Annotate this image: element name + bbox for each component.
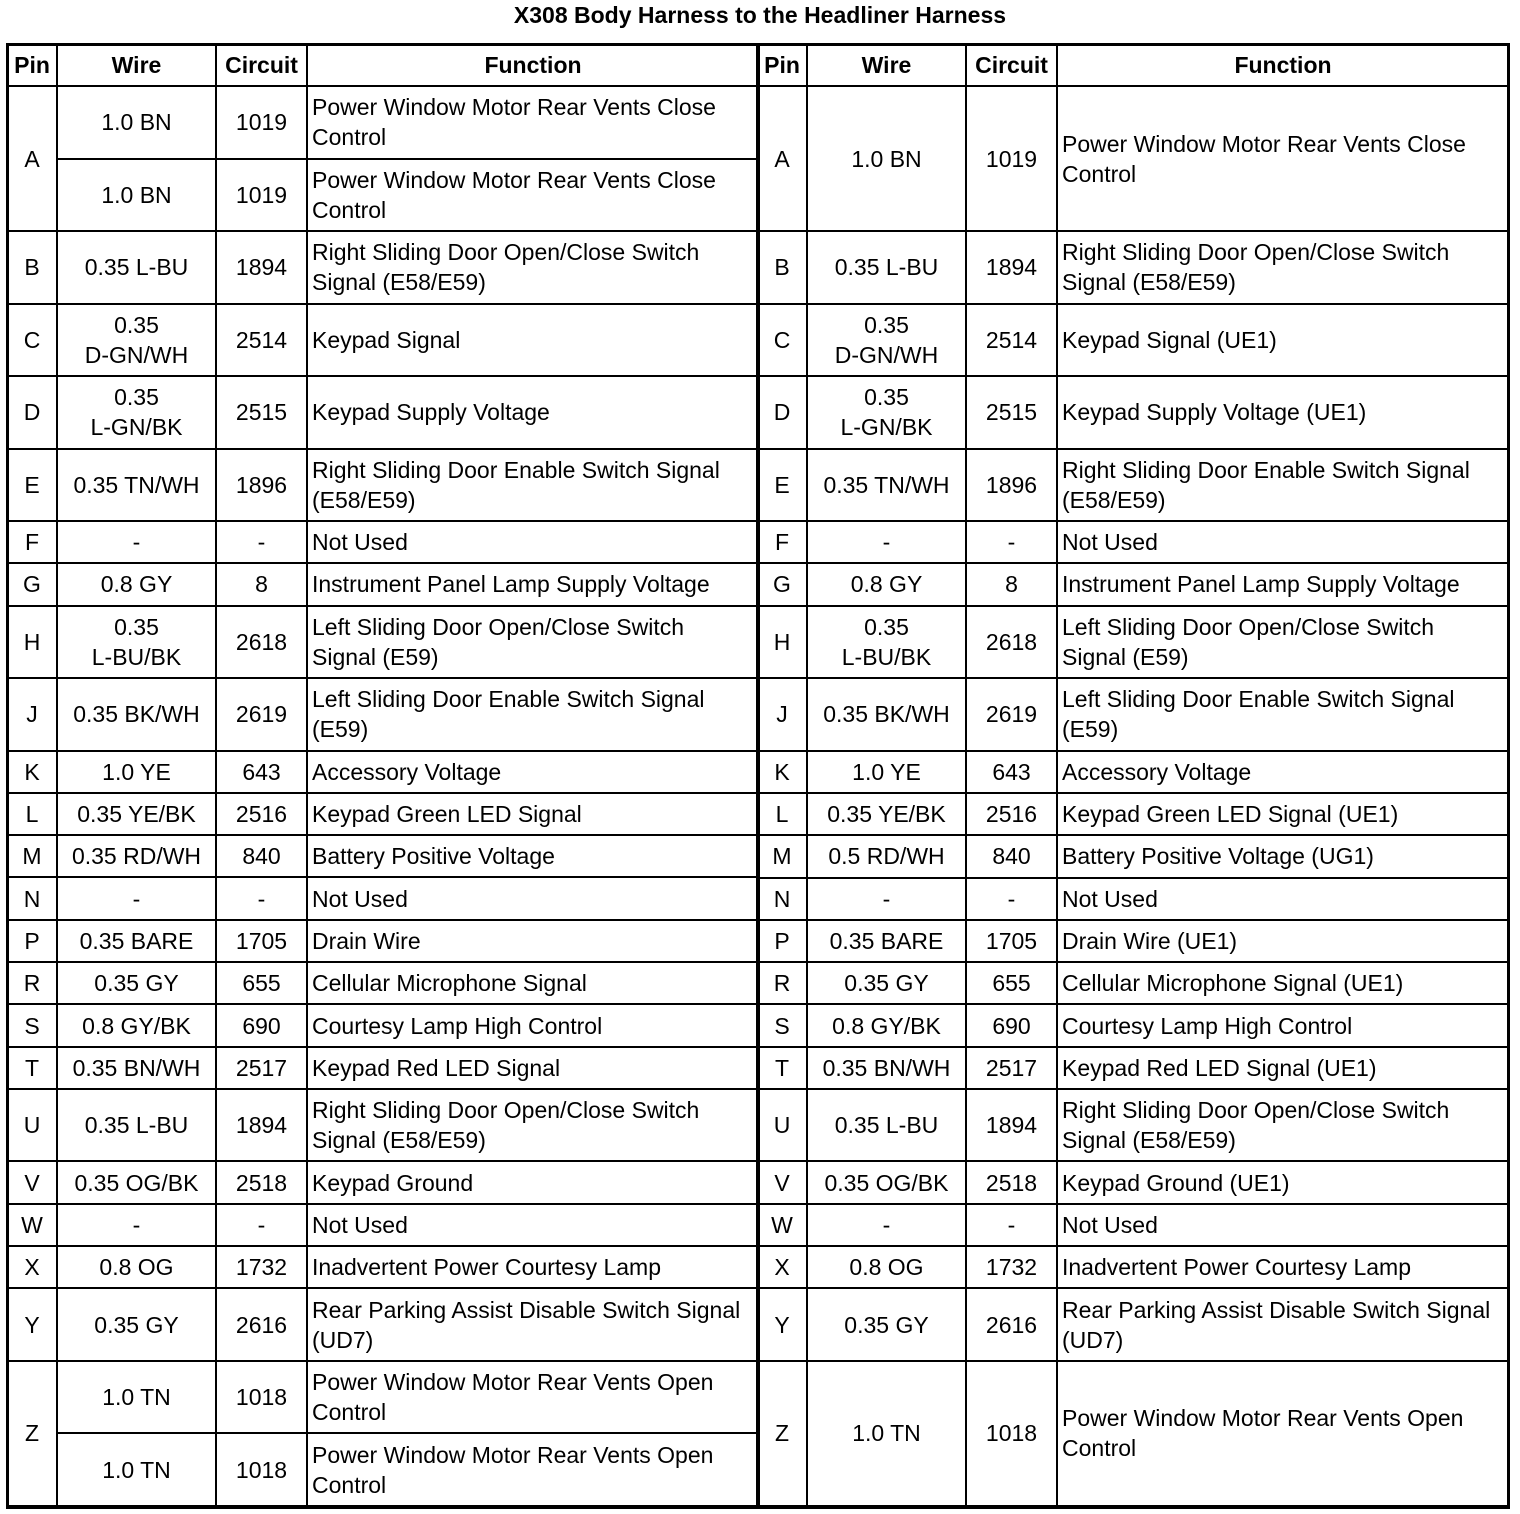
circuit-cell: 1896 <box>216 449 307 522</box>
function-cell: Rear Parking Assist Disable Switch Signal (UD7) <box>1057 1288 1509 1361</box>
function-cell: Keypad Ground (UE1) <box>1057 1161 1509 1203</box>
wire-header: Wire <box>57 44 216 86</box>
wire-cell: 0.35 BN/WH <box>807 1047 966 1089</box>
function-cell: Power Window Motor Rear Vents Open Control <box>307 1361 759 1434</box>
circuit-cell: 1705 <box>216 920 307 962</box>
table-row <box>757 835 1509 877</box>
function-cell: Not Used <box>307 1204 759 1246</box>
function-header: Function <box>1057 44 1509 86</box>
function-cell: Keypad Ground <box>307 1161 759 1203</box>
table-row <box>757 521 1509 563</box>
table-row <box>757 1246 1509 1288</box>
circuit-cell: 1019 <box>966 86 1057 231</box>
function-cell: Keypad Red LED Signal <box>307 1047 759 1089</box>
harness-grid <box>6 43 1508 1507</box>
table-row <box>7 1361 759 1434</box>
circuit-cell: 2514 <box>966 304 1057 377</box>
wire-header: Wire <box>807 44 966 86</box>
pin-cell: Z <box>7 1361 57 1506</box>
table-row <box>7 159 759 232</box>
function-cell: Left Sliding Door Open/Close Switch Signal (E59) <box>1057 606 1509 679</box>
circuit-cell: 2514 <box>216 304 307 377</box>
function-cell: Rear Parking Assist Disable Switch Signal (UD7) <box>307 1288 759 1361</box>
pin-cell: D <box>757 376 807 449</box>
pin-cell: L <box>757 793 807 835</box>
wire-cell: 0.8 OG <box>57 1246 216 1288</box>
table-row <box>757 678 1509 751</box>
pin-cell: C <box>7 304 57 377</box>
circuit-cell: 2518 <box>966 1161 1057 1203</box>
wire-cell: - <box>807 878 966 920</box>
wire-cell: 0.35 L-BU <box>57 231 216 304</box>
wire-cell: 0.35 L-BU/BK <box>57 606 216 679</box>
table-row <box>757 304 1509 377</box>
circuit-cell: 840 <box>216 835 307 877</box>
wire-cell: 0.35 GY <box>807 1288 966 1361</box>
pin-cell: T <box>757 1047 807 1089</box>
table-row <box>7 449 759 522</box>
body-harness-table <box>6 43 760 1507</box>
function-cell: Courtesy Lamp High Control <box>1057 1004 1509 1046</box>
pin-header: Pin <box>757 44 807 86</box>
wire-cell: 0.8 OG <box>807 1246 966 1288</box>
pin-cell: D <box>7 376 57 449</box>
wire-cell: 1.0 BN <box>57 86 216 159</box>
table-row <box>7 1089 759 1162</box>
table-row <box>757 920 1509 962</box>
function-cell: Not Used <box>1057 1204 1509 1246</box>
pin-cell: V <box>757 1161 807 1203</box>
pin-cell: P <box>757 920 807 962</box>
header-row <box>7 44 759 86</box>
wire-cell: 0.35 L-BU/BK <box>807 606 966 679</box>
function-cell: Left Sliding Door Open/Close Switch Signal (E59) <box>307 606 759 679</box>
pin-cell: E <box>7 449 57 522</box>
table-row <box>7 376 759 449</box>
circuit-cell: 8 <box>966 563 1057 605</box>
wire-cell: 0.35 BARE <box>807 920 966 962</box>
circuit-cell: 2517 <box>216 1047 307 1089</box>
pin-cell: H <box>757 606 807 679</box>
table-row <box>7 1047 759 1089</box>
function-cell: Not Used <box>1057 878 1509 920</box>
wire-cell: 0.35 GY <box>807 962 966 1004</box>
pin-cell: S <box>7 1004 57 1046</box>
headliner-harness-table <box>756 43 1510 1507</box>
pin-cell: A <box>757 86 807 231</box>
function-cell: Power Window Motor Rear Vents Close Control <box>307 159 759 232</box>
wire-cell: 0.35 L-GN/BK <box>57 376 216 449</box>
pin-cell: L <box>7 793 57 835</box>
circuit-cell: 643 <box>966 751 1057 793</box>
wire-cell: 1.0 BN <box>807 86 966 231</box>
table-row <box>757 751 1509 793</box>
pin-cell: Y <box>757 1288 807 1361</box>
circuit-cell: 2616 <box>216 1288 307 1361</box>
pin-cell: N <box>7 877 57 919</box>
pin-cell: K <box>7 751 57 793</box>
circuit-cell: 2618 <box>966 606 1057 679</box>
wire-cell: 0.35 L-BU <box>807 231 966 304</box>
pin-cell: B <box>7 231 57 304</box>
pin-cell: F <box>7 521 57 563</box>
table-row <box>7 1246 759 1288</box>
table-row <box>7 1004 759 1046</box>
wire-cell: 0.35 BK/WH <box>807 678 966 751</box>
table-row <box>757 793 1509 835</box>
circuit-cell: 690 <box>216 1004 307 1046</box>
circuit-cell: 2517 <box>966 1047 1057 1089</box>
wire-cell: 0.35 TN/WH <box>57 449 216 522</box>
pin-cell: F <box>757 521 807 563</box>
pin-cell: P <box>7 920 57 962</box>
table-row <box>7 1288 759 1361</box>
table-row <box>7 835 759 877</box>
table-row <box>757 1204 1509 1246</box>
wire-cell: - <box>57 877 216 919</box>
table-row <box>757 1361 1509 1506</box>
circuit-cell: 655 <box>966 962 1057 1004</box>
function-cell: Right Sliding Door Enable Switch Signal (E58/E59) <box>1057 449 1509 522</box>
function-cell: Keypad Red LED Signal (UE1) <box>1057 1047 1509 1089</box>
circuit-cell: 1019 <box>216 86 307 159</box>
table-row <box>7 1204 759 1246</box>
circuit-cell: 643 <box>216 751 307 793</box>
table-row <box>757 1047 1509 1089</box>
circuit-cell: 2619 <box>966 678 1057 751</box>
table-row <box>7 793 759 835</box>
circuit-cell: 690 <box>966 1004 1057 1046</box>
wire-cell: 0.8 GY <box>57 563 216 605</box>
wire-cell: 0.35 BARE <box>57 920 216 962</box>
circuit-cell: 1894 <box>216 231 307 304</box>
table-row <box>757 606 1509 679</box>
wire-cell: 0.35 BN/WH <box>57 1047 216 1089</box>
circuit-cell: 2515 <box>966 376 1057 449</box>
circuit-cell: 1019 <box>216 159 307 232</box>
pin-cell: B <box>757 231 807 304</box>
pin-cell: W <box>757 1204 807 1246</box>
wire-cell: 0.35 D-GN/WH <box>807 304 966 377</box>
table-row <box>7 304 759 377</box>
circuit-cell: - <box>216 521 307 563</box>
pin-cell: W <box>7 1204 57 1246</box>
table-row <box>757 1004 1509 1046</box>
wire-cell: 0.35 D-GN/WH <box>57 304 216 377</box>
function-cell: Power Window Motor Rear Vents Open Control <box>307 1433 759 1506</box>
circuit-cell: 8 <box>216 563 307 605</box>
function-cell: Instrument Panel Lamp Supply Voltage <box>1057 563 1509 605</box>
circuit-cell: 2616 <box>966 1288 1057 1361</box>
table-row <box>7 606 759 679</box>
function-cell: Power Window Motor Rear Vents Close Control <box>1057 86 1509 231</box>
table-row <box>757 962 1509 1004</box>
wire-cell: 0.8 GY/BK <box>57 1004 216 1046</box>
table-row <box>7 920 759 962</box>
function-cell: Battery Positive Voltage <box>307 835 759 877</box>
function-cell: Not Used <box>307 521 759 563</box>
circuit-cell: 2618 <box>216 606 307 679</box>
pin-cell: E <box>757 449 807 522</box>
table-row <box>7 1161 759 1203</box>
wire-cell: 1.0 BN <box>57 159 216 232</box>
circuit-cell: 1018 <box>216 1433 307 1506</box>
pin-cell: T <box>7 1047 57 1089</box>
pin-cell: U <box>7 1089 57 1162</box>
function-cell: Left Sliding Door Enable Switch Signal (E59) <box>307 678 759 751</box>
pin-cell: K <box>757 751 807 793</box>
circuit-cell: - <box>966 1204 1057 1246</box>
page-title: X308 Body Harness to the Headliner Harness <box>513 2 1007 28</box>
function-cell: Cellular Microphone Signal (UE1) <box>1057 962 1509 1004</box>
function-cell: Right Sliding Door Enable Switch Signal (E58/E59) <box>307 449 759 522</box>
header-row <box>757 44 1509 86</box>
table-row <box>757 231 1509 304</box>
wire-cell: 0.8 GY <box>807 563 966 605</box>
circuit-cell: 1894 <box>216 1089 307 1162</box>
function-cell: Drain Wire <box>307 920 759 962</box>
wire-cell: 0.35 OG/BK <box>57 1161 216 1203</box>
wire-cell: 0.5 RD/WH <box>807 835 966 877</box>
function-cell: Keypad Signal <box>307 304 759 377</box>
circuit-cell: - <box>216 1204 307 1246</box>
table-row <box>757 1161 1509 1203</box>
wire-cell: - <box>57 1204 216 1246</box>
function-cell: Keypad Green LED Signal (UE1) <box>1057 793 1509 835</box>
function-cell: Accessory Voltage <box>1057 751 1509 793</box>
pin-cell: G <box>757 563 807 605</box>
pin-cell: M <box>757 835 807 877</box>
function-cell: Not Used <box>307 877 759 919</box>
wire-cell: 0.35 OG/BK <box>807 1161 966 1203</box>
wire-cell: 1.0 TN <box>57 1361 216 1434</box>
table-row <box>7 877 759 919</box>
wire-cell: 0.35 GY <box>57 1288 216 1361</box>
circuit-cell: 2518 <box>216 1161 307 1203</box>
table-row <box>757 1089 1509 1162</box>
table-row <box>7 563 759 605</box>
wire-cell: 0.35 L-BU <box>807 1089 966 1162</box>
circuit-cell: 2515 <box>216 376 307 449</box>
pin-cell: Z <box>757 1361 807 1506</box>
circuit-cell: 1018 <box>216 1361 307 1434</box>
table-row <box>757 86 1509 231</box>
circuit-cell: 1894 <box>966 1089 1057 1162</box>
function-cell: Inadvertent Power Courtesy Lamp <box>307 1246 759 1288</box>
wire-cell: 1.0 YE <box>807 751 966 793</box>
pin-cell: U <box>757 1089 807 1162</box>
function-cell: Inadvertent Power Courtesy Lamp <box>1057 1246 1509 1288</box>
circuit-cell: 1732 <box>216 1246 307 1288</box>
function-cell: Drain Wire (UE1) <box>1057 920 1509 962</box>
pin-cell: G <box>7 563 57 605</box>
table-row <box>7 1433 759 1506</box>
circuit-cell: 1705 <box>966 920 1057 962</box>
pin-cell: Y <box>7 1288 57 1361</box>
function-cell: Power Window Motor Rear Vents Open Control <box>1057 1361 1509 1506</box>
wire-cell: 0.35 L-GN/BK <box>807 376 966 449</box>
function-cell: Instrument Panel Lamp Supply Voltage <box>307 563 759 605</box>
circuit-cell: 2619 <box>216 678 307 751</box>
function-header: Function <box>307 44 759 86</box>
circuit-cell: 2516 <box>216 793 307 835</box>
circuit-cell: 655 <box>216 962 307 1004</box>
wire-cell: 0.35 YE/BK <box>807 793 966 835</box>
wire-cell: 0.35 GY <box>57 962 216 1004</box>
pin-cell: S <box>757 1004 807 1046</box>
wire-cell: 0.35 BK/WH <box>57 678 216 751</box>
pin-cell: H <box>7 606 57 679</box>
pin-cell: V <box>7 1161 57 1203</box>
circuit-cell: 1896 <box>966 449 1057 522</box>
table-row <box>757 1288 1509 1361</box>
function-cell: Courtesy Lamp High Control <box>307 1004 759 1046</box>
table-row <box>757 376 1509 449</box>
pin-cell: M <box>7 835 57 877</box>
pin-cell: J <box>757 678 807 751</box>
pin-cell: A <box>7 86 57 231</box>
wire-cell: 1.0 YE <box>57 751 216 793</box>
wire-cell: - <box>57 521 216 563</box>
circuit-header: Circuit <box>966 44 1057 86</box>
pin-cell: X <box>7 1246 57 1288</box>
pin-cell: R <box>7 962 57 1004</box>
wire-cell: - <box>807 521 966 563</box>
wire-cell: 0.35 YE/BK <box>57 793 216 835</box>
function-cell: Keypad Supply Voltage (UE1) <box>1057 376 1509 449</box>
function-cell: Right Sliding Door Open/Close Switch Signal (E58/E59) <box>307 1089 759 1162</box>
pin-cell: N <box>757 878 807 920</box>
function-cell: Keypad Green LED Signal <box>307 793 759 835</box>
function-cell: Battery Positive Voltage (UG1) <box>1057 835 1509 877</box>
wire-cell: - <box>807 1204 966 1246</box>
function-cell: Keypad Supply Voltage <box>307 376 759 449</box>
circuit-cell: - <box>966 521 1057 563</box>
function-cell: Keypad Signal (UE1) <box>1057 304 1509 377</box>
pin-header: Pin <box>7 44 57 86</box>
pin-cell: X <box>757 1246 807 1288</box>
function-cell: Power Window Motor Rear Vents Close Control <box>307 86 759 159</box>
circuit-cell: 1018 <box>966 1361 1057 1506</box>
circuit-cell: 2516 <box>966 793 1057 835</box>
wire-cell: 0.8 GY/BK <box>807 1004 966 1046</box>
function-cell: Left Sliding Door Enable Switch Signal (E59) <box>1057 678 1509 751</box>
pin-cell: R <box>757 962 807 1004</box>
table-row <box>757 449 1509 522</box>
circuit-cell: 1894 <box>966 231 1057 304</box>
table-row <box>7 231 759 304</box>
table-row <box>7 521 759 563</box>
table-row <box>7 678 759 751</box>
table-row <box>7 962 759 1004</box>
circuit-cell: - <box>966 878 1057 920</box>
function-cell: Accessory Voltage <box>307 751 759 793</box>
circuit-cell: 1732 <box>966 1246 1057 1288</box>
table-row <box>7 86 759 159</box>
table-row <box>757 878 1509 920</box>
circuit-cell: - <box>216 877 307 919</box>
wire-cell: 1.0 TN <box>57 1433 216 1506</box>
circuit-header: Circuit <box>216 44 307 86</box>
pin-cell: J <box>7 678 57 751</box>
pin-cell: C <box>757 304 807 377</box>
table-row <box>757 563 1509 605</box>
wire-cell: 1.0 TN <box>807 1361 966 1506</box>
table-row <box>7 751 759 793</box>
wire-cell: 0.35 L-BU <box>57 1089 216 1162</box>
circuit-cell: 840 <box>966 835 1057 877</box>
wire-cell: 0.35 RD/WH <box>57 835 216 877</box>
function-cell: Right Sliding Door Open/Close Switch Signal (E58/E59) <box>1057 231 1509 304</box>
function-cell: Not Used <box>1057 521 1509 563</box>
function-cell: Cellular Microphone Signal <box>307 962 759 1004</box>
wire-cell: 0.35 TN/WH <box>807 449 966 522</box>
function-cell: Right Sliding Door Open/Close Switch Signal (E58/E59) <box>307 231 759 304</box>
function-cell: Right Sliding Door Open/Close Switch Signal (E58/E59) <box>1057 1089 1509 1162</box>
